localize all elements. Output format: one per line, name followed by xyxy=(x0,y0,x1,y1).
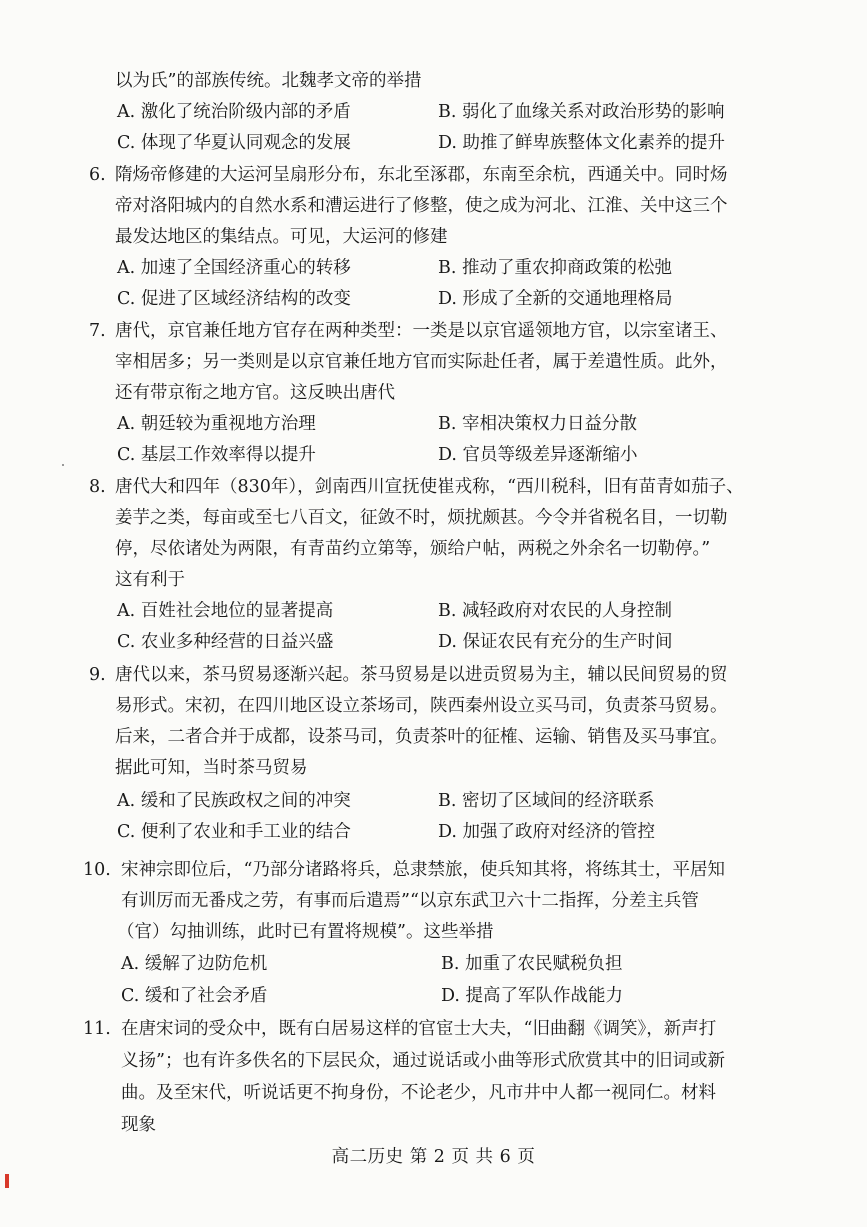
q9-stem-line2 xyxy=(115,693,867,719)
q9-option-a[interactable]: A. 缓和了民族政权之间的冲突 xyxy=(117,791,351,811)
q8-text-3: 停，尽依诸处为两限，有青苗约立第等，颁给户帖，两税之外余名一切勒停。” xyxy=(115,539,711,559)
q8-stem-line2 xyxy=(115,505,867,531)
q5-option-c[interactable]: C. 体现了华夏认同观念的发展 xyxy=(117,133,351,153)
q5-option-d[interactable]: D. 助推了鲜卑族整体文化素养的提升 xyxy=(438,133,726,153)
q5-option-b[interactable]: B. 弱化了血缘关系对政治形势的影响 xyxy=(438,102,725,122)
q8-text-1: 唐代大和四年（830年），剑南西川宣抚使崔戎称，“西川税科，旧有苗青如茄子、 xyxy=(115,477,744,497)
q9-number: 9. xyxy=(89,665,106,685)
q10-number: 10. xyxy=(83,860,111,880)
q7-option-b[interactable]: B. 宰相决策权力日益分散 xyxy=(438,414,637,434)
q9-option-c[interactable]: C. 便利了农业和手工业的结合 xyxy=(117,822,351,842)
q10-option-a[interactable]: A. 缓解了边防危机 xyxy=(121,954,268,974)
q11-text-3: 曲。及至宋代，听说话更不拘身份，不论老少，凡市井中人都一视同仁。材料 xyxy=(121,1083,716,1103)
q9-text-3: 后来，二者合并于成都，设茶马司，负责茶叶的征榷、运输、销售及买马事宜。 xyxy=(115,727,728,747)
q8-text-4: 这有利于 xyxy=(115,570,185,590)
q8-stem-line3 xyxy=(115,536,867,562)
q8-option-b[interactable]: B. 减轻政府对农民的人身控制 xyxy=(438,601,672,621)
q8-stem-line4 xyxy=(115,567,867,593)
q7-text-3: 还有带京衔之地方官。这反映出唐代 xyxy=(115,383,395,403)
q10-text-1: 宋神宗即位后，“乃部分诸路将兵，总隶禁旅，使兵知其将，将练其士，平居知 xyxy=(121,860,725,880)
q6-option-a[interactable]: A. 加速了全国经济重心的转移 xyxy=(117,258,351,278)
q8-option-c[interactable]: C. 农业多种经营的日益兴盛 xyxy=(117,632,334,652)
q8-text-2: 姜芋之类，每亩或至七八百文，征敛不时，烦扰颇甚。今令并省税名目，一切勒 xyxy=(115,508,728,528)
q10-option-d[interactable]: D. 提高了军队作战能力 xyxy=(441,986,624,1006)
q9-option-d[interactable]: D. 加强了政府对经济的管控 xyxy=(438,822,656,842)
q6-option-c[interactable]: C. 促进了区域经济结构的改变 xyxy=(117,289,351,309)
q5-stem-text: 以为氏”的部族传统。北魏孝文帝的举措 xyxy=(115,71,422,91)
q11-text-2: 义扬”；也有许多佚名的下层民众，通过说话或小曲等形式欣赏其中的旧词或新 xyxy=(121,1051,725,1071)
q7-option-c[interactable]: C. 基层工作效率得以提升 xyxy=(117,445,316,465)
q8-option-a[interactable]: A. 百姓社会地位的显著提高 xyxy=(117,601,334,621)
q11-text-1: 在唐宋词的受众中，既有白居易这样的官宦士大夫，“旧曲翻《调笑》，新声打 xyxy=(121,1019,717,1039)
q6-text-3: 最发达地区的集结点。可见，大运河的修建 xyxy=(115,227,448,247)
q7-number: 7. xyxy=(89,321,106,341)
q7-stem-line3 xyxy=(115,380,867,406)
q9-option-b[interactable]: B. 密切了区域间的经济联系 xyxy=(438,791,655,811)
scan-edge-mark xyxy=(5,1174,9,1188)
q5-option-a[interactable]: A. 激化了统治阶级内部的矛盾 xyxy=(117,102,351,122)
q10-option-c[interactable]: C. 缓和了社会矛盾 xyxy=(121,986,268,1006)
q11-text-4: 现象 xyxy=(121,1115,156,1135)
q10-text-2: 有训厉而无番戍之劳，有事而后遣焉”“以京东武卫六十二指挥，分差主兵管 xyxy=(121,891,699,911)
q10-text-3: （官）勾抽训练，此时已有置将规模”。这些举措 xyxy=(117,922,494,942)
q6-number: 6. xyxy=(89,165,106,185)
q9-stem-line3 xyxy=(115,724,867,750)
q6-option-b[interactable]: B. 推动了重农抑商政策的松弛 xyxy=(438,258,672,278)
q7-text-2: 宰相居多；另一类则是以京官兼任地方官而实际赴任者，属于差遣性质。此外， xyxy=(115,352,728,372)
q7-text-1: 唐代，京官兼任地方官存在两种类型：一类是以京官遥领地方官，以宗室诸王、 xyxy=(115,321,728,341)
q7-option-d[interactable]: D. 官员等级差异逐渐缩小 xyxy=(438,445,638,465)
q9-text-1: 唐代以来，茶马贸易逐渐兴起。茶马贸易是以进贡贸易为主，辅以民间贸易的贸 xyxy=(115,665,728,685)
q6-text-1: 隋炀帝修建的大运河呈扇形分布，东北至涿郡，东南至余杭，西通关中。同时炀 xyxy=(115,165,728,185)
q6-stem-line2 xyxy=(115,193,867,219)
q9-stem-line4 xyxy=(115,755,867,781)
q6-text-2: 帝对洛阳城内的自然水系和漕运进行了修整，使之成为河北、江淮、关中这三个 xyxy=(115,196,728,216)
q7-option-a[interactable]: A. 朝廷较为重视地方治理 xyxy=(117,414,316,434)
q11-number: 11. xyxy=(83,1019,111,1039)
q8-option-d[interactable]: D. 保证农民有充分的生产时间 xyxy=(438,632,673,652)
q5-stem-tail xyxy=(115,68,867,94)
scan-speck xyxy=(62,464,64,466)
q7-stem-line2 xyxy=(115,349,867,375)
page-footer: 高二历史 第 2 页 共 6 页 xyxy=(331,1147,536,1167)
q9-text-2: 易形式。宋初，在四川地区设立茶场司，陕西秦州设立买马司，负责茶马贸易。 xyxy=(115,696,728,716)
q10-option-b[interactable]: B. 加重了农民赋税负担 xyxy=(441,954,623,974)
q8-number: 8. xyxy=(89,477,106,497)
q6-stem-line3 xyxy=(115,224,867,250)
q9-text-4: 据此可知，当时茶马贸易 xyxy=(115,758,308,778)
q6-option-d[interactable]: D. 形成了全新的交通地理格局 xyxy=(438,289,673,309)
